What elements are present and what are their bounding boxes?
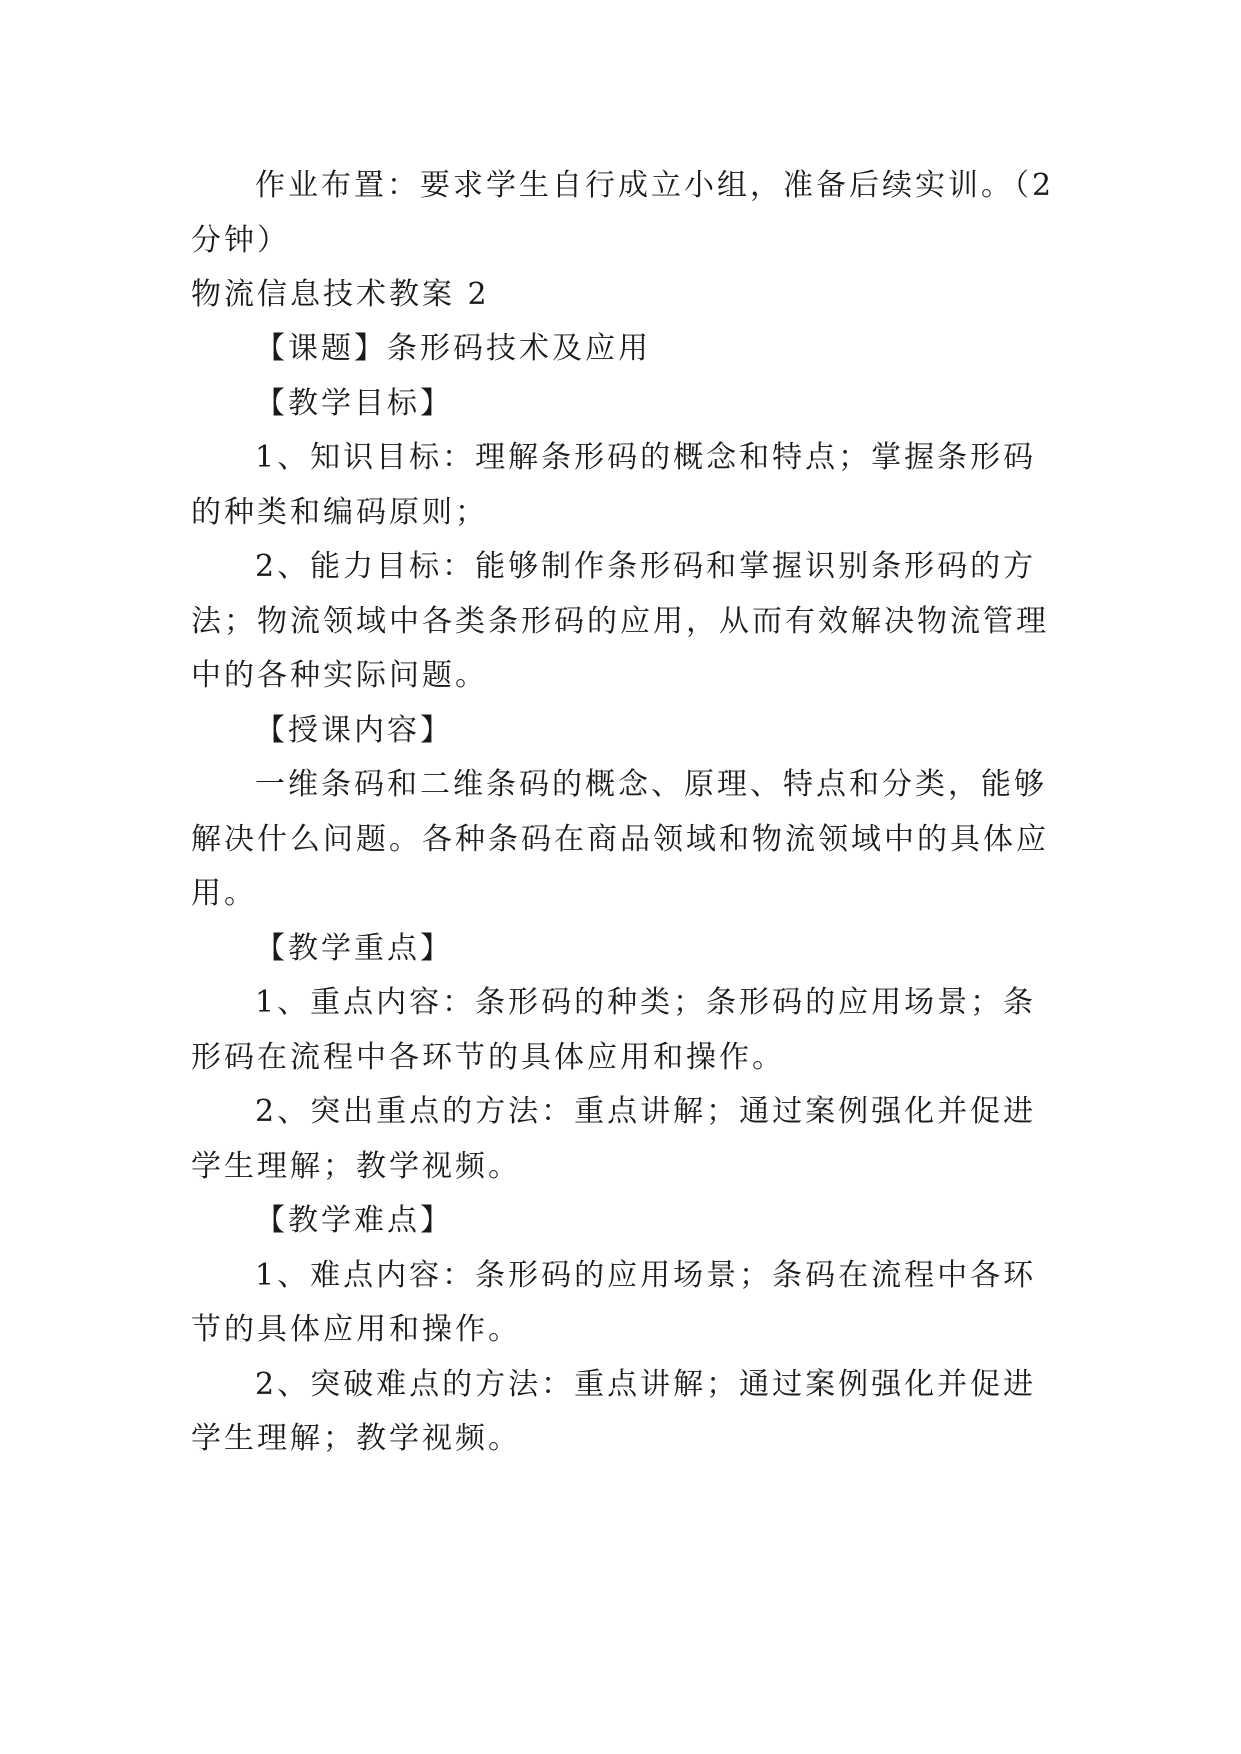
difficulties-heading: 【教学难点】 xyxy=(255,1203,453,1238)
key-point-2-line-1: 2、突出重点的方法：重点讲解；通过案例强化并促进 xyxy=(255,1094,1037,1129)
difficulty-2-line-1: 2、突破难点的方法：重点讲解；通过案例强化并促进 xyxy=(255,1367,1037,1402)
objective-2-line-1: 2、能力目标：能够制作条形码和掌握识别条形码的方 xyxy=(255,549,1037,584)
key-point-1-line-1: 1、重点内容：条形码的种类；条形码的应用场景；条 xyxy=(255,985,1037,1020)
homework-line-2: 分钟） xyxy=(191,223,290,258)
content-heading: 【授课内容】 xyxy=(255,713,453,748)
key-points-heading: 【教学重点】 xyxy=(255,931,453,966)
content-line-3: 用。 xyxy=(191,876,257,911)
key-point-1-line-2: 形码在流程中各环节的具体应用和操作。 xyxy=(191,1040,785,1075)
objective-1-line-2: 的种类和编码原则； xyxy=(191,495,488,530)
content-line-1: 一维条码和二维条码的概念、原理、特点和分类，能够 xyxy=(255,767,1047,802)
objective-2-line-3: 中的各种实际问题。 xyxy=(191,658,488,693)
content-line-2: 解决什么问题。各种条码在商品领域和物流领域中的具体应 xyxy=(191,822,1049,857)
objective-2-line-2: 法；物流领域中各类条形码的应用，从而有效解决物流管理 xyxy=(191,604,1049,639)
difficulty-1-line-1: 1、难点内容：条形码的应用场景；条码在流程中各环 xyxy=(255,1258,1037,1293)
objective-1-line-1: 1、知识目标：理解条形码的概念和特点；掌握条形码 xyxy=(255,440,1037,475)
difficulty-2-line-2: 学生理解；教学视频。 xyxy=(191,1421,521,1456)
difficulty-1-line-2: 节的具体应用和操作。 xyxy=(191,1312,521,1347)
lesson-plan-title: 物流信息技术教案 2 xyxy=(191,277,490,312)
topic-heading: 【课题】条形码技术及应用 xyxy=(255,331,651,366)
key-point-2-line-2: 学生理解；教学视频。 xyxy=(191,1149,521,1184)
homework-line-1: 作业布置：要求学生自行成立小组，准备后续实训。（2 xyxy=(255,168,1055,203)
objectives-heading: 【教学目标】 xyxy=(255,386,453,421)
